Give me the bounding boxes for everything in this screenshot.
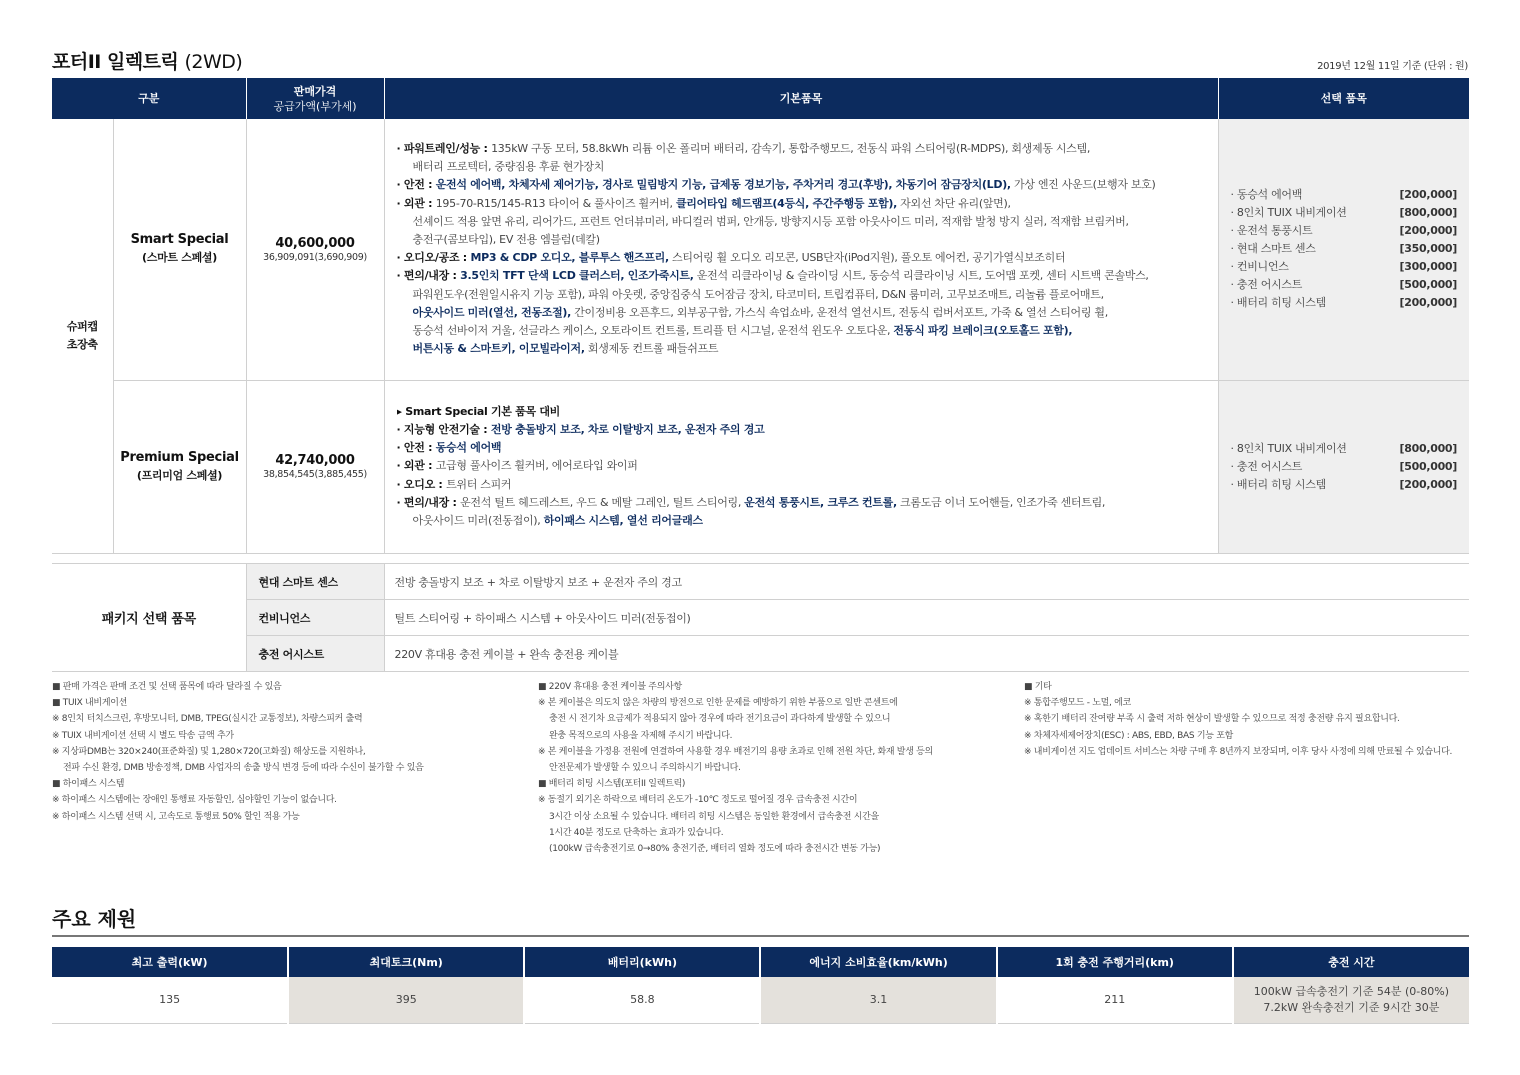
list-item: · 충전 어시스트 [500,000] — [1230, 278, 1458, 292]
spec-header: 배터리(kWh) — [524, 947, 760, 977]
list-item: · 8인치 TUIX 내비게이션 [800,000] — [1230, 206, 1458, 220]
trim-cell: Smart Special (스마트 스페셜) — [113, 119, 246, 380]
package-name: 현대 스마트 센스 — [246, 564, 384, 600]
spec-value: 3.1 — [760, 977, 996, 1023]
spec-header: 충전 시간 — [1233, 947, 1469, 977]
header-option: 선택 품목 — [1218, 78, 1469, 119]
table-row — [52, 564, 1469, 600]
option-list-premium — [1218, 380, 1469, 553]
page-title: 포터II 일렉트릭 (2WD) — [52, 51, 243, 73]
list-item: · 8인치 TUIX 내비게이션 [800,000] — [1230, 441, 1458, 455]
table-row — [52, 977, 1469, 1023]
basic-items-premium: ▸ Smart Special 기본 품목 대비 · 지능형 안전기술 : 전방 충돌방지 보조, 차로 이탈방지 보조, 운전자 주의 경고 · 안전 : 동승석 에어백 · 외관 : 고급형 풀사이즈 휠커버, 에어로타입 와이퍼 · 오디오 : 트위터 스피커 · 편의/내장 : 운전석 틸트 헤드레스트, 우드 & 메탈 그레인, 틸트 스티어링, 운전석 통풍시트, 크루즈 컨트롤, 크롬도금 이너 도어핸들, 인조가죽 센터트림, 아웃사이드 미러(전동접이), 하이패스 시스템, 열선 리어글래스 — [384, 380, 1218, 553]
spec-value: 58.8 — [524, 977, 760, 1023]
price-table — [52, 78, 1469, 554]
notes-column-3: ■ 기타 ※ 통합주행모드 - 노멀, 에코 ※ 혹한기 배터리 잔여량 부족 시 출력 저하 현상이 발생할 수 있으므로 적정 충전량 유지 필요합니다. ※ 차체자세제어장치(ESC) : ABS, EBD, BAS 기능 포함 ※ 내비게이션 지도 업데이트 서비스는 차량 구매 후 8년까지 보장되며, 이후 당사 사정에 의해 만료될 수 있습니다. — [1024, 682, 1453, 757]
option-list-smart — [1218, 119, 1469, 380]
spec-value: 135 — [52, 977, 288, 1023]
list-item: · 배터리 히팅 시스템 [200,000] — [1230, 477, 1458, 491]
package-group-label: 패키지 선택 품목 — [52, 564, 246, 672]
list-item: · 현대 스마트 센스 [350,000] — [1230, 242, 1458, 256]
trim-cell: Premium Special (프리미엄 스페셜) — [113, 380, 246, 553]
price-cell: 40,600,000 36,909,091(3,690,909) — [246, 119, 384, 380]
spec-title: 주요 제원 — [52, 907, 137, 931]
package-desc: 220V 휴대용 충전 케이블 + 완속 충전용 케이블 — [384, 636, 1469, 672]
notes-column-1: ■ 판매 가격은 판매 조건 및 선택 품목에 따라 달라질 수 있음 ■ TUIX 내비게이션 ※ 8인치 터치스크린, 후방모니터, DMB, TPEG(실시간 교통정보), 차량스피커 출력 ※ TUIX 내비게이션 선택 시 별도 탁송 금액 추가 ※ 지상파DMB는 320×240(표준화질) 및 1,280×720(고화질) 해상도를 지원하나, 전파 수신 환경, DMB 방송정책, DMB 사업자의 송출 방식 변경 등에 따라 수신이 불가할 수 있음 ■ 하이패스 시스템 ※ 하이패스 시스템에는 장애인 통행료 자동할인, 심야할인 기능이 없습니다. ※ 하이패스 시스템 선택 시, 고속도로 통행료 50% 할인 적용 가능 — [52, 682, 424, 822]
basic-items-smart: · 파워트레인/성능 : 135kW 구동 모터, 58.8kWh 리튬 이온 폴리머 배터리, 감속기, 통합주행모드, 전동식 파워 스티어링(R-MDPS), 회생제동 시스템, 배터리 프로텍터, 중량짐용 후륜 현가장치 · 안전 : 운전석 에어백, 차체자세 제어기능, 경사로 밀림방지 기능, 급제동 경보기능, 주차거리 경고(후방), 차동기어 잠금장치(LD), 가상 엔진 사운드(보행자 보호) · 외관 : 195-70-R15/145-R13 타이어 & 풀사이즈 휠커버, 클리어타입 헤드램프(4등식, 주간주행등 포함), 자외선 차단 유리(앞면), 선셰이드 적용 앞면 유리, 리어가드, 프런트 언더뷰미러, 바디컬러 범퍼, 안개등, 방향지시등 포함 아웃사이드 미러, 적재함 발청 방지 실러, 적재함 브림커버, 충전구(콤보타입), EV 전용 엠블럼(데칼) · 오디오/공조 : MP3 & CDP 오디오, 블루투스 핸즈프리, 스티어링 휠 오디오 리모콘, USB단자(iPod지원), 풀오토 에어컨, 공기가열식보조히터 · 편의/내장 : 3.5인치 TFT 단색 LCD 클러스터, 인조가죽시트, 운전석 리클라이닝 & 슬라이딩 시트, 동승석 리클라이닝 시트, 도어맵 포켓, 센터 시트백 콘솔박스, 파워윈도우(전원일시유지 기능 포함), 파워 아웃렛, 중앙집중식 도어잠금 장치, 타코미터, 트립컴퓨터, D&N 룸미러, 고무보조매트, 리놀륨 플로어매트, 아웃사이드 미러(열선, 전동조절), 간이정비용 오픈후드, 외부공구함, 가스식 쇽업쇼바, 운전석 열선시트, 전동식 럼버서포트, 가죽 & 열선 스티어링 휠, 동승석 선바이저 거울, 선글라스 케이스, 오토라이트 컨트롤, 트리플 턴 시그널, 운전석 윈도우 오토다운, 전동식 파킹 브레이크(오토홀드 포함), 버튼시동 & 스마트키, 이모빌라이저, 회생제동 컨트롤 패들쉬프트 — [384, 119, 1218, 380]
list-item: · 컨비니언스 [300,000] — [1230, 260, 1458, 274]
list-item: · 배터리 히팅 시스템 [200,000] — [1230, 296, 1458, 310]
package-name: 충전 어시스트 — [246, 636, 384, 672]
spec-header: 최대토크(Nm) — [288, 947, 524, 977]
spec-value-charge: 100kW 급속충전기 기준 54분 (0-80%) 7.2kW 완속충전기 기준 9시간 30분 — [1233, 977, 1469, 1023]
table-row — [52, 636, 1469, 672]
spec-value: 395 — [288, 977, 524, 1023]
spec-header: 에너지 소비효율(km/kWh) — [760, 947, 996, 977]
notes-column-2: ■ 220V 휴대용 충전 케이블 주의사항 ※ 본 케이블은 의도치 않은 차량의 방전으로 인한 문제를 예방하기 위한 부품으로 일반 콘센트에 충전 시 전기차 요금제가 적용되지 않아 경우에 따라 전기요금이 과다하게 발생할 수 있으니 완충 목적으로의 사용을 자제해 주시기 바랍니다. ※ 본 케이블을 가정용 전원에 연결하여 사용할 경우 배전기의 용량 초과로 인해 전원 차단, 화재 발생 등의 안전문제가 발생할 수 있으니 주의하시기 바랍니다. ■ 배터리 히팅 시스템(포터II 일렉트릭) ※ 동절기 외기온 하락으로 배터리 온도가 -10℃ 정도로 떨어질 경우 급속충전 시간이 3시간 이상 소요될 수 있습니다. 배터리 히팅 시스템은 동일한 환경에서 급속충전 시간을 1시간 40분 정도로 단축하는 효과가 있습니다. (100kW 급속충전기로 0→80% 충전기준, 배터리 열화 정도에 따라 충전시간 변동 가능) — [538, 682, 933, 855]
list-item: · 충전 어시스트 [500,000] — [1230, 459, 1458, 473]
table-row — [52, 380, 1469, 553]
package-name: 컨비니언스 — [246, 600, 384, 636]
spec-header: 최고 출력(kW) — [52, 947, 288, 977]
spec-value: 211 — [997, 977, 1233, 1023]
package-table — [52, 563, 1469, 672]
list-item: · 동승석 에어백 [200,000] — [1230, 188, 1458, 202]
spec-header: 1회 충전 주행거리(km) — [997, 947, 1233, 977]
table-row — [52, 119, 1469, 380]
price-cell: 42,740,000 38,854,545(3,885,455) — [246, 380, 384, 553]
date-note: 2019년 12월 11일 기준 (단위 : 원) — [1317, 61, 1468, 72]
table-row — [52, 600, 1469, 636]
body-type-cell: 슈퍼캡 초장축 — [52, 119, 113, 553]
spec-table — [52, 947, 1469, 1024]
header-price: 판매가격 공급가액(부가세) — [246, 78, 384, 119]
header-group: 구분 — [52, 78, 246, 119]
list-item: · 운전석 통풍시트 [200,000] — [1230, 224, 1458, 238]
header-basic: 기본품목 — [384, 78, 1218, 119]
divider — [52, 935, 1469, 937]
package-desc: 전방 충돌방지 보조 + 차로 이탈방지 보조 + 운전자 주의 경고 — [384, 564, 1469, 600]
package-desc: 틸트 스티어링 + 하이패스 시스템 + 아웃사이드 미러(전동접이) — [384, 600, 1469, 636]
